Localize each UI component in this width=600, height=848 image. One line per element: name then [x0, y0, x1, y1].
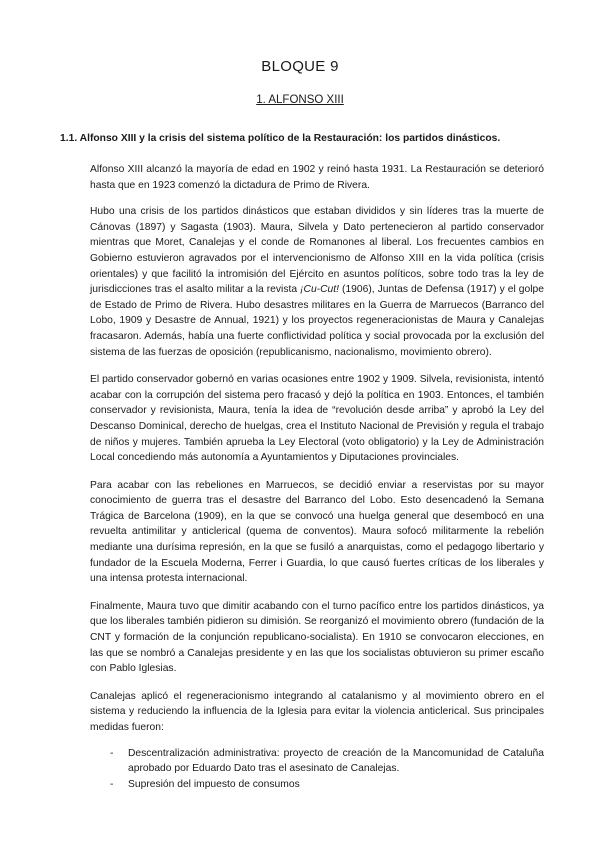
list-dash: -	[110, 778, 114, 790]
paragraph-4: Para acabar con las rebeliones en Marruecos, se decidió enviar a reservistas por su mayor conocimiento de guerra tras el desastre del Barranco del Lobo. Esto desencadenó la Semana Trágica de Barcelona (1909), en la que se convocó una huelga general que desembocó en una revuelta antimilitar y anticlerical (quema de conventos). Maura sofocó militarmente la rebelión mediante una durísima represión, en la que se fusiló a anarquistas, como el pedagogo libertario y fundador de la Escuela Moderna, Ferrer i Guardia, lo que causó fuertes críticas de los liberales y una intensa protesta internacional.	[90, 479, 544, 585]
list-item	[90, 777, 544, 793]
list-item-text: Descentralización administrativa: proyecto de creación de la Mancomunidad de Cataluña aprobado por Eduardo Dato tras el asesinato de Canalejas.	[128, 747, 544, 775]
paragraph-1: Alfonso XIII alcanzó la mayoría de edad en 1902 y reinó hasta 1931. La Restauración se deterioró hasta que en 1923 comenzó la dictadura de Primo de Rivera.	[90, 164, 544, 191]
section-title: 1. ALFONSO XIII	[256, 94, 344, 106]
list-dash: -	[110, 747, 114, 759]
paragraph-2	[90, 204, 544, 360]
list-item	[90, 746, 544, 777]
body-text	[90, 162, 544, 792]
measures-list	[90, 746, 544, 793]
paragraph-6: Canalejas aplicó el regeneracionismo integrando al catalanismo y al movimiento obrero en el sistema y reduciendo la influencia de la Iglesia para evitar la violencia anticlerical. Sus principales medidas fueron:	[90, 690, 544, 733]
list-item-text: Supresión del impuesto de consumos	[128, 778, 300, 790]
block-heading: BLOQUE 9	[261, 58, 339, 75]
subsection-title: 1.1. Alfonso XIII y la crisis del sistema político de la Restauración: los partidos dinásticos.	[60, 133, 501, 144]
paragraph-2-text-a: Hubo una crisis de los partidos dinásticos que estaban divididos y sin líderes tras la muerte de Cánovas (1897) y Sagasta (1903). Maura, Silvela y Dato pertenecieron al partido conservador mientras que Moret, Canalejas y el conde de Romanones al liberal. Los frecuentes cambios en Gobierno estuvieron agravados por el intervencionismo de Alfonso XIII en la vida política (crisis orientales) y que facilitó la intromisión del Ejército en asuntos políticos, sobre todo tras la ley de jurisdicciones tras el asalto militar a la revista	[90, 206, 544, 296]
paragraph-5: Finalmente, Maura tuvo que dimitir acabando con el turno pacífico entre los partidos dinásticos, ya que los liberales también pidieron su dimisión. Se reorganizó el movimiento obrero (fundación de la CNT y formación de la conjunción republicano-socialista). En 1910 se convocaron elecciones, en las que se nombró a Canalejas presidente y en las que los socialistas obtuvieron su primer escaño con Pablo Iglesias.	[90, 600, 544, 675]
magazine-name: ¡Cu-Cut!	[300, 284, 339, 296]
paragraph-2-text-b: (1906), Juntas de Defensa (1917) y el golpe de Estado de Primo de Rivera. Hubo desastres militares en la Guerra de Marruecos (Barranco del Lobo, 1909 y Desastre de Annual, 1921) y los proyectos regeneracionistas de Maura y Canalejas fracasaron. Además, había una fuerte conflictividad política y social provocada por la exclusión del sistema de las fuerzas de oposición (republicanismo, nacionalismo, movimiento obrero).	[90, 284, 544, 358]
paragraph-3: El partido conservador gobernó en varias ocasiones entre 1902 y 1909. Silvela, revisionista, intentó acabar con la corrupción del sistema pero fracasó y dejó la política en 1903. Entonces, el también conservador y revisionista, Maura, tenía la idea de “revolución desde arriba” y aprobó la Ley del Descanso Dominical, derecho de huelgas, crea el Instituto Nacional de Previsión y regula el trabajo de niños y mujeres. También aprueba la Ley Electoral (voto obligatorio) y la Ley de Administración Local concediendo más autonomía a Ayuntamientos y Diputaciones provinciales.	[90, 374, 544, 464]
